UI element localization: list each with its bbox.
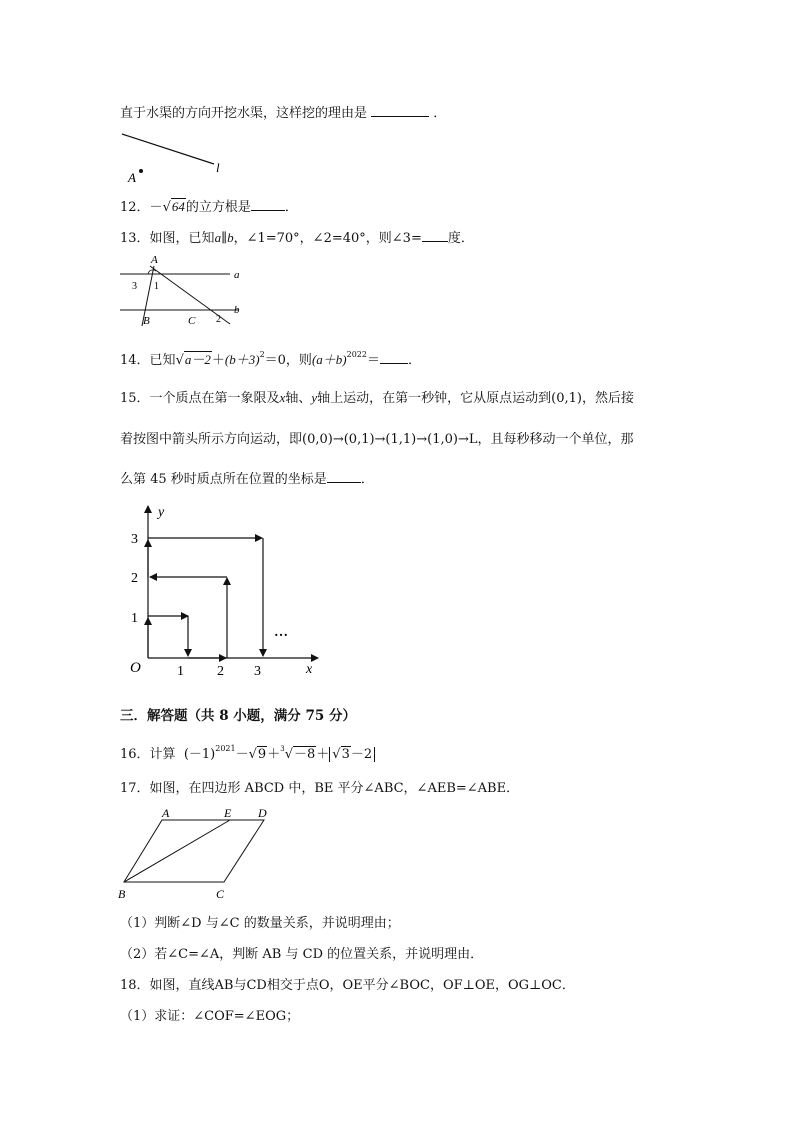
q17-part1: （1）判断∠D 与∠C 的数量关系，并说明理由； <box>120 916 400 931</box>
q11-figure <box>118 128 228 188</box>
q13-text: 13．如图，已知a∥b，∠1=70°，∠2=40°，则∠3= 度． <box>120 230 474 246</box>
point-a <box>139 169 143 173</box>
svg-text:a: a <box>234 269 240 281</box>
svg-text:3: 3 <box>131 532 138 547</box>
q16-text: 16．计算 $(-1)^{2021}-√9+^3√-8+ √3-2$ <box>120 740 375 764</box>
line-l <box>122 134 214 164</box>
label-a: A <box>128 170 136 185</box>
answer-blank[interactable] <box>380 351 408 364</box>
quadrilateral-abcd <box>124 820 264 882</box>
svg-text:O: O <box>130 660 141 676</box>
svg-text:C: C <box>216 887 225 901</box>
q17-part2: （2）若∠C=∠A，判断 AB 与 CD 的位置关系，并说明理由． <box>120 947 484 962</box>
q17-figure <box>118 806 278 902</box>
q13-figure <box>118 252 248 330</box>
svg-text:C: C <box>188 315 196 327</box>
svg-text:1: 1 <box>131 611 138 626</box>
svg-text:A: A <box>162 806 170 820</box>
svg-text:…: … <box>274 625 288 640</box>
section-title: 三．解答题（共 8 小题，满分 75 分） <box>120 708 356 724</box>
svg-text:b: b <box>234 304 240 316</box>
svg-text:B: B <box>118 887 126 901</box>
svg-text:D: D <box>258 806 267 820</box>
q15-line3: 么第 45 秒时质点所在位置的坐标是 ． <box>120 472 374 487</box>
segment-be <box>124 820 230 882</box>
svg-text:3: 3 <box>254 664 261 679</box>
svg-text:1: 1 <box>177 664 184 679</box>
svg-text:2: 2 <box>217 664 224 679</box>
answer-blank[interactable] <box>422 229 448 242</box>
svg-text:1: 1 <box>154 281 159 292</box>
q17-text: 17．如图，在四边形 ABCD 中，BE 平分∠ABC，∠AEB=∠ABE． <box>120 781 520 796</box>
q18-part1: （1）求证：∠COF=∠EOG； <box>120 1009 300 1024</box>
svg-text:2: 2 <box>216 314 221 325</box>
q15-line2: 着按图中箭头所示方向运动，即(0,0)→(0,1)→(1,1)→(1,0)→L，且每秒移动一个单位，那 <box>120 432 634 447</box>
q18-text: 18．如图，直线AB与CD相交于点O，OE平分∠BOC，OF⊥OE，OG⊥OC． <box>120 978 575 993</box>
answer-blank[interactable] <box>251 198 285 211</box>
svg-text:E: E <box>224 806 232 820</box>
q15-line1: 15．一个质点在第一象限及x轴、y轴上运动，在第一秒钟，它从原点运动到(0,1)，然后接 <box>120 390 634 406</box>
svg-text:3: 3 <box>132 281 137 292</box>
svg-text:B: B <box>143 315 150 327</box>
svg-text:y: y <box>158 505 165 520</box>
q12-text: 12．－√64的立方根是 ． <box>120 199 298 215</box>
svg-text:A: A <box>151 254 158 266</box>
svg-text:x: x <box>306 662 313 677</box>
answer-blank[interactable] <box>371 104 429 117</box>
q15-figure <box>124 500 330 682</box>
answer-blank[interactable] <box>327 470 361 483</box>
label-l: l <box>216 160 220 175</box>
q14-text: 14．已知$√a-2+(b+3)^2=0$，则$(a+b)^{2022}=$ ． <box>120 350 421 368</box>
svg-text:2: 2 <box>131 571 138 586</box>
q11-text: 直于水渠的方向开挖水渠，这样挖的理由是 ． <box>120 106 447 121</box>
